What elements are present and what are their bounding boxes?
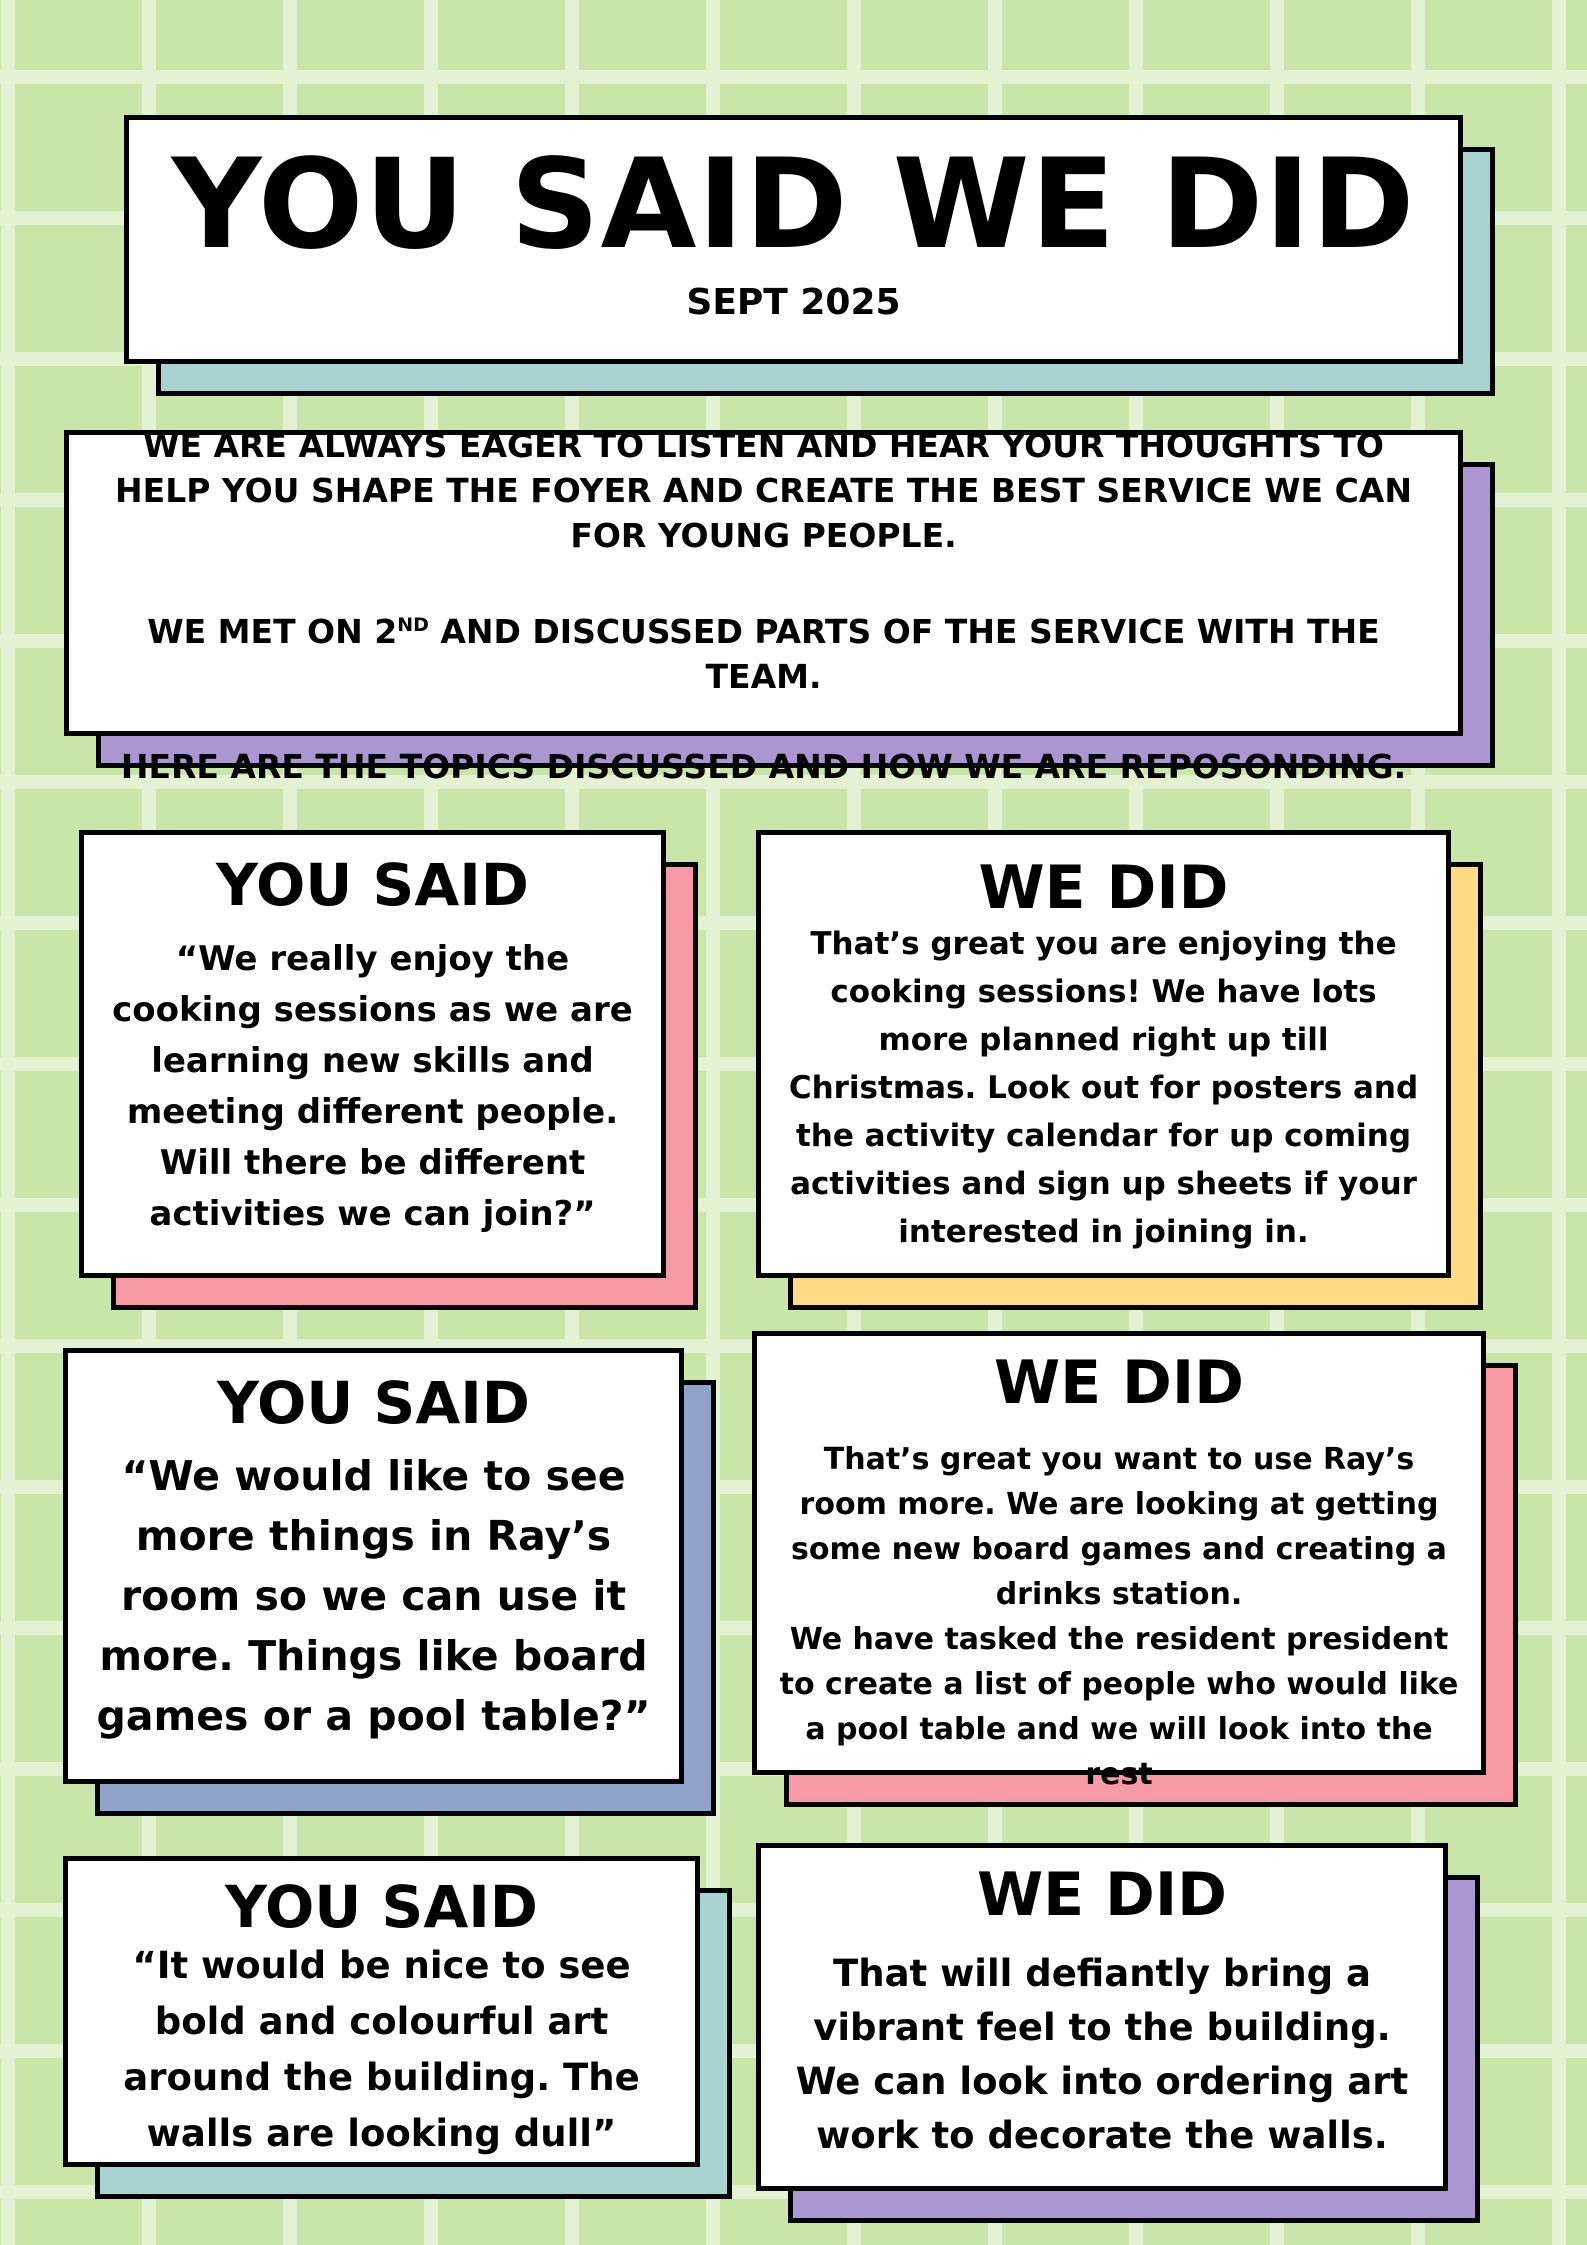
- we-did-card-1: [756, 830, 1451, 1278]
- you-said-card-1-face: [79, 830, 666, 1278]
- we-did-card-2: [752, 1331, 1486, 1792]
- intro-card: [64, 425, 1463, 786]
- we-did-heading-3: WE DID: [977, 1860, 1227, 1930]
- we-did-card-3-face: [756, 1843, 1448, 2191]
- we-did-card-1-face: [756, 830, 1451, 1278]
- intro-card-face: [64, 425, 1463, 786]
- ordinal-suffix: ND: [397, 613, 429, 636]
- you-said-card-3-face: [63, 1856, 700, 2167]
- you-said-text-3: “It would be nice to see bold and colourful art around the building. The walls are looking dull”: [123, 1943, 640, 2155]
- page-date: SEPT 2025: [686, 282, 901, 324]
- you-said-card-2-face: [63, 1348, 684, 1784]
- you-said-text-2: “We would like to see more things in Ray’s room so we can use it more. Things like board games or a pool table?”: [96, 1451, 651, 1740]
- we-did-text-2: That’s great you want to use Ray’s room more. We are looking at getting some new board games and creating a drinks station. We have tasked the resident president to create a list of people who would like a pool table and we will look into the rest: [779, 1442, 1459, 1792]
- intro-line-3: HERE ARE THE TOPICS DISCUSSED AND HOW WE ARE REPOSONDING.: [120, 746, 1407, 786]
- we-did-heading-2: WE DID: [994, 1348, 1244, 1418]
- you-said-heading-3: YOU SAID: [225, 1873, 538, 1941]
- you-said-heading-1: YOU SAID: [216, 851, 529, 919]
- you-said-card-2: [63, 1348, 684, 1784]
- title-card: [124, 115, 1463, 364]
- we-did-text-1: That’s great you are enjoying the cooking sessions! We have lots more planned right up till Christmas. Look out for posters and the activity calendar for up coming activities and sign up sheets if your interested in joining in.: [788, 926, 1419, 1250]
- title-card-face: [124, 115, 1463, 364]
- we-did-card-2-face: [752, 1331, 1486, 1792]
- intro-text: [109, 378, 1418, 789]
- intro-line-1: WE ARE ALWAYS EAGER TO LISTEN AND HEAR YOUR THOUGHTS TO HELP YOU SHAPE THE FOYER AND CREATE THE BEST SERVICE WE CAN FOR YOUNG PEOPLE.: [115, 425, 1412, 555]
- we-did-text-3: That will defiantly bring a vibrant feel to the building. We can look into ordering art work to decorate the walls.: [795, 1952, 1409, 2157]
- intro-line-2: WE MET ON 2ND AND DISCUSSED PARTS OF THE SERVICE WITH THE TEAM.: [147, 611, 1380, 696]
- page-title: YOU SAID WE DID: [171, 133, 1416, 277]
- we-did-heading-1: WE DID: [978, 853, 1229, 923]
- you-said-card-1: [79, 830, 666, 1278]
- we-did-card-3: [756, 1843, 1448, 2191]
- you-said-heading-2: YOU SAID: [217, 1369, 530, 1437]
- you-said-text-1: “We really enjoy the cooking sessions as we are learning new skills and meeting different people. Will there be different activities we can join?”: [112, 938, 633, 1234]
- you-said-card-3: [63, 1856, 700, 2167]
